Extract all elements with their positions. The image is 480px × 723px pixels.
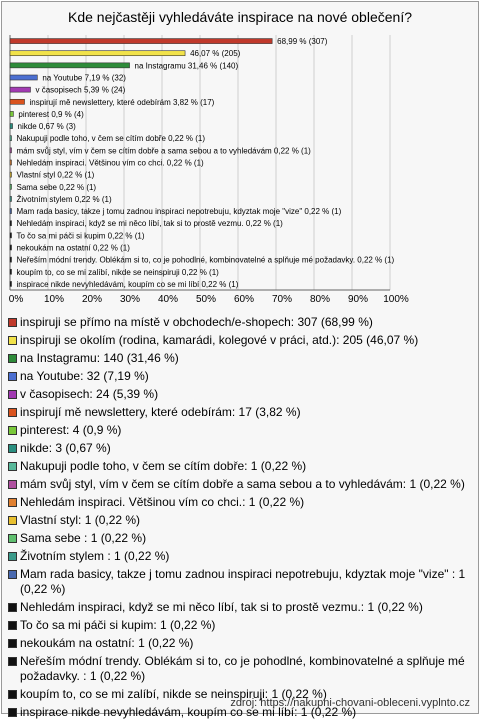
x-tick-label: 60%: [233, 294, 255, 305]
legend-item: [8, 405, 474, 420]
legend-item: [8, 333, 474, 348]
legend-label: na Youtube: 32 (7,19 %): [20, 369, 149, 383]
legend-item: [8, 441, 474, 456]
bar-chart: [0, 0, 480, 315]
bar: [10, 63, 130, 68]
bar: [10, 39, 272, 44]
legend-swatch: [8, 690, 17, 699]
bar-label: Vlastní styl 0,22 % (1): [16, 170, 95, 180]
bar: [10, 281, 12, 286]
bar: [10, 148, 12, 153]
legend-item: [8, 549, 474, 564]
bar-label: mám svůj styl, vím v čem se cítím dobře a sama sebou a to vyhledávám 0,22 % (1): [16, 146, 311, 156]
bar: [10, 124, 13, 129]
legend-swatch: [8, 570, 17, 579]
x-tick-label: 70%: [271, 294, 293, 305]
legend-item: [8, 636, 474, 651]
legend-label: v časopisech: 24 (5,39 %): [20, 387, 159, 401]
legend-item: [8, 654, 474, 684]
legend-swatch: [8, 639, 17, 648]
legend-swatch: [8, 657, 17, 666]
legend-swatch: [8, 336, 17, 345]
legend-label: pinterest: 4 (0,9 %): [20, 423, 122, 437]
bar-label: inspirují mě newslettery, které odebírám 3,82 % (17): [29, 97, 215, 107]
bar-label: Neřeším módní trendy. Oblékám si to, co je pohodlné, kombinovatelné a splňuje mé požadavky. 0,22 % (1): [16, 255, 395, 265]
legend-label: Nakupuji podle toho, v čem se cítím dobře: 1 (0,22 %): [20, 459, 307, 473]
bar: [10, 209, 12, 214]
bar-label: To čo sa mi páči si kupim 0,22 % (1): [16, 231, 145, 241]
bar-label: nekoukám na ostatní 0,22 % (1): [16, 243, 130, 253]
legend-item: [8, 423, 474, 438]
bar: [10, 136, 12, 141]
bar: [10, 221, 12, 226]
bar: [10, 75, 37, 80]
x-tick-label: 80%: [309, 294, 331, 305]
bar: [10, 269, 12, 274]
legend-swatch: [8, 444, 17, 453]
legend-item: [8, 495, 474, 510]
bar-label: koupím to, co se mi zalíbí, nikde se neinspiruji 0,22 % (1): [16, 267, 219, 277]
chart-title: Kde nejčastěji vyhledáváte inspirace na nové oblečení?: [67, 9, 412, 25]
bar: [10, 196, 12, 201]
x-tick-label: 10%: [43, 294, 65, 305]
bar-label: nikde 0,67 % (3): [17, 122, 76, 132]
legend-label: inspirují mě newslettery, které odebírám: 17 (3,82 %): [20, 405, 301, 419]
legend-swatch: [8, 708, 17, 717]
bar-label: inspirace nikde nevyhledávám, koupím co se mi líbí 0,22 % (1): [16, 279, 239, 289]
bar: [10, 172, 12, 177]
legend-label: mám svůj styl, vím v čem se cítím dobře a sama sebou a to vyhledávám: 1 (0,22 %): [20, 477, 465, 491]
legend-swatch: [8, 621, 17, 630]
legend-swatch: [8, 516, 17, 525]
legend-label: Sama sebe : 1 (0,22 %): [20, 531, 147, 545]
bar: [10, 111, 13, 116]
legend-label: Neřeším módní trendy. Oblékám si to, co je pohodlné, kombinovatelné a splňuje mé požadavky. : 1 (0,22 %): [20, 654, 465, 683]
legend-label: Nehledám inspiraci, když se mi něco líbí, tak si to prostě vezmu.: 1 (0,22 %): [20, 600, 423, 614]
legend-swatch: [8, 462, 17, 471]
x-tick-label: 0%: [8, 294, 24, 305]
chart-legend: [8, 315, 474, 723]
legend-item: [8, 513, 474, 528]
legend-item: [8, 351, 474, 366]
bar: [10, 184, 12, 189]
legend-item: [8, 618, 474, 633]
legend-swatch: [8, 603, 17, 612]
legend-swatch: [8, 534, 17, 543]
legend-label: To čo sa mi páči si kupim: 1 (0,22 %): [20, 618, 216, 632]
legend-swatch: [8, 426, 17, 435]
legend-swatch: [8, 390, 17, 399]
legend-item: [8, 600, 474, 615]
legend-label: inspiruji se přímo na místě v obchodech/e-shopech: 307 (68,99 %): [20, 315, 373, 329]
bar-label: na Instagramu 31,46 % (140): [134, 61, 239, 71]
x-tick-label: 50%: [195, 294, 217, 305]
legend-label: Mam rada basicy, takze j tomu zadnou inspiraci nepotrebuju, kdyztak moje "vize" : 1 (0,22 %): [20, 567, 466, 596]
bar: [10, 233, 12, 238]
legend-label: inspiruji se okolím (rodina, kamarádi, kolegové v práci, atd.): 205 (46,07 %): [20, 333, 419, 347]
bar-label: 68,99 % (307): [277, 37, 328, 47]
legend-swatch: [8, 498, 17, 507]
bar-label: Mam rada basicy, takze j tomu zadnou inspiraci nepotrebuju, kdyztak moje "vize" 0,22 % (1): [16, 207, 342, 217]
legend-swatch: [8, 372, 17, 381]
bar: [10, 257, 12, 262]
legend-swatch: [8, 552, 17, 561]
legend-item: [8, 369, 474, 384]
legend-label: na Instagramu: 140 (31,46 %): [20, 351, 179, 365]
bar-label: Životním stylem 0,22 % (1): [16, 194, 112, 204]
legend-item: [8, 387, 474, 402]
legend-label: nekoukám na ostatní: 1 (0,22 %): [20, 636, 194, 650]
bar: [10, 87, 30, 92]
source-caption: zdroj: https://nakupni-chovani-obleceni.vyplnto.cz: [230, 697, 470, 709]
x-tick-label: 20%: [81, 294, 103, 305]
bar-label: Nehledám inspiraci. Většinou vím co chci. 0,22 % (1): [16, 158, 204, 168]
legend-swatch: [8, 408, 17, 417]
legend-item: [8, 531, 474, 546]
bar-label: pinterest 0,9 % (4): [18, 109, 84, 119]
bar-label: Nehledám inspiraci, když se mi něco líbí, tak si to prostě vezmu. 0,22 % (1): [16, 219, 283, 229]
bar-label: Nakupuji podle toho, v čem se cítím dobře 0,22 % (1): [16, 134, 206, 144]
x-tick-label: 40%: [157, 294, 179, 305]
legend-item: [8, 315, 474, 330]
x-tick-label: 30%: [119, 294, 141, 305]
legend-label: Vlastní styl: 1 (0,22 %): [20, 513, 141, 527]
bar: [10, 99, 25, 104]
legend-item: [8, 567, 474, 597]
bar: [10, 245, 12, 250]
bar-label: v časopisech 5,39 % (24): [35, 85, 126, 95]
legend-label: koupím to, co se mi zalíbí, nikde se neinspiruji: 1 (0,22 %): [20, 687, 327, 701]
bar-label: 46,07 % (205): [190, 49, 241, 59]
legend-item: [8, 459, 474, 474]
legend-swatch: [8, 354, 17, 363]
bar-label: na Youtube 7,19 % (32): [42, 73, 126, 83]
legend-label: nikde: 3 (0,67 %): [20, 441, 111, 455]
x-tick-label: 100%: [383, 294, 409, 305]
bar-label: Sama sebe 0,22 % (1): [16, 182, 97, 192]
legend-swatch: [8, 480, 17, 489]
bar: [10, 51, 185, 56]
x-tick-label: 90%: [347, 294, 369, 305]
legend-item: [8, 477, 474, 492]
legend-label: inspirace nikde nevyhledávám, koupím co se mi líbí: 1 (0,22 %): [20, 705, 357, 719]
legend-label: Nehledám inspiraci. Většinou vím co chci.: 1 (0,22 %): [20, 495, 305, 509]
legend-label: Životním stylem : 1 (0,22 %): [20, 549, 170, 563]
legend-swatch: [8, 318, 17, 327]
bar: [10, 160, 12, 165]
